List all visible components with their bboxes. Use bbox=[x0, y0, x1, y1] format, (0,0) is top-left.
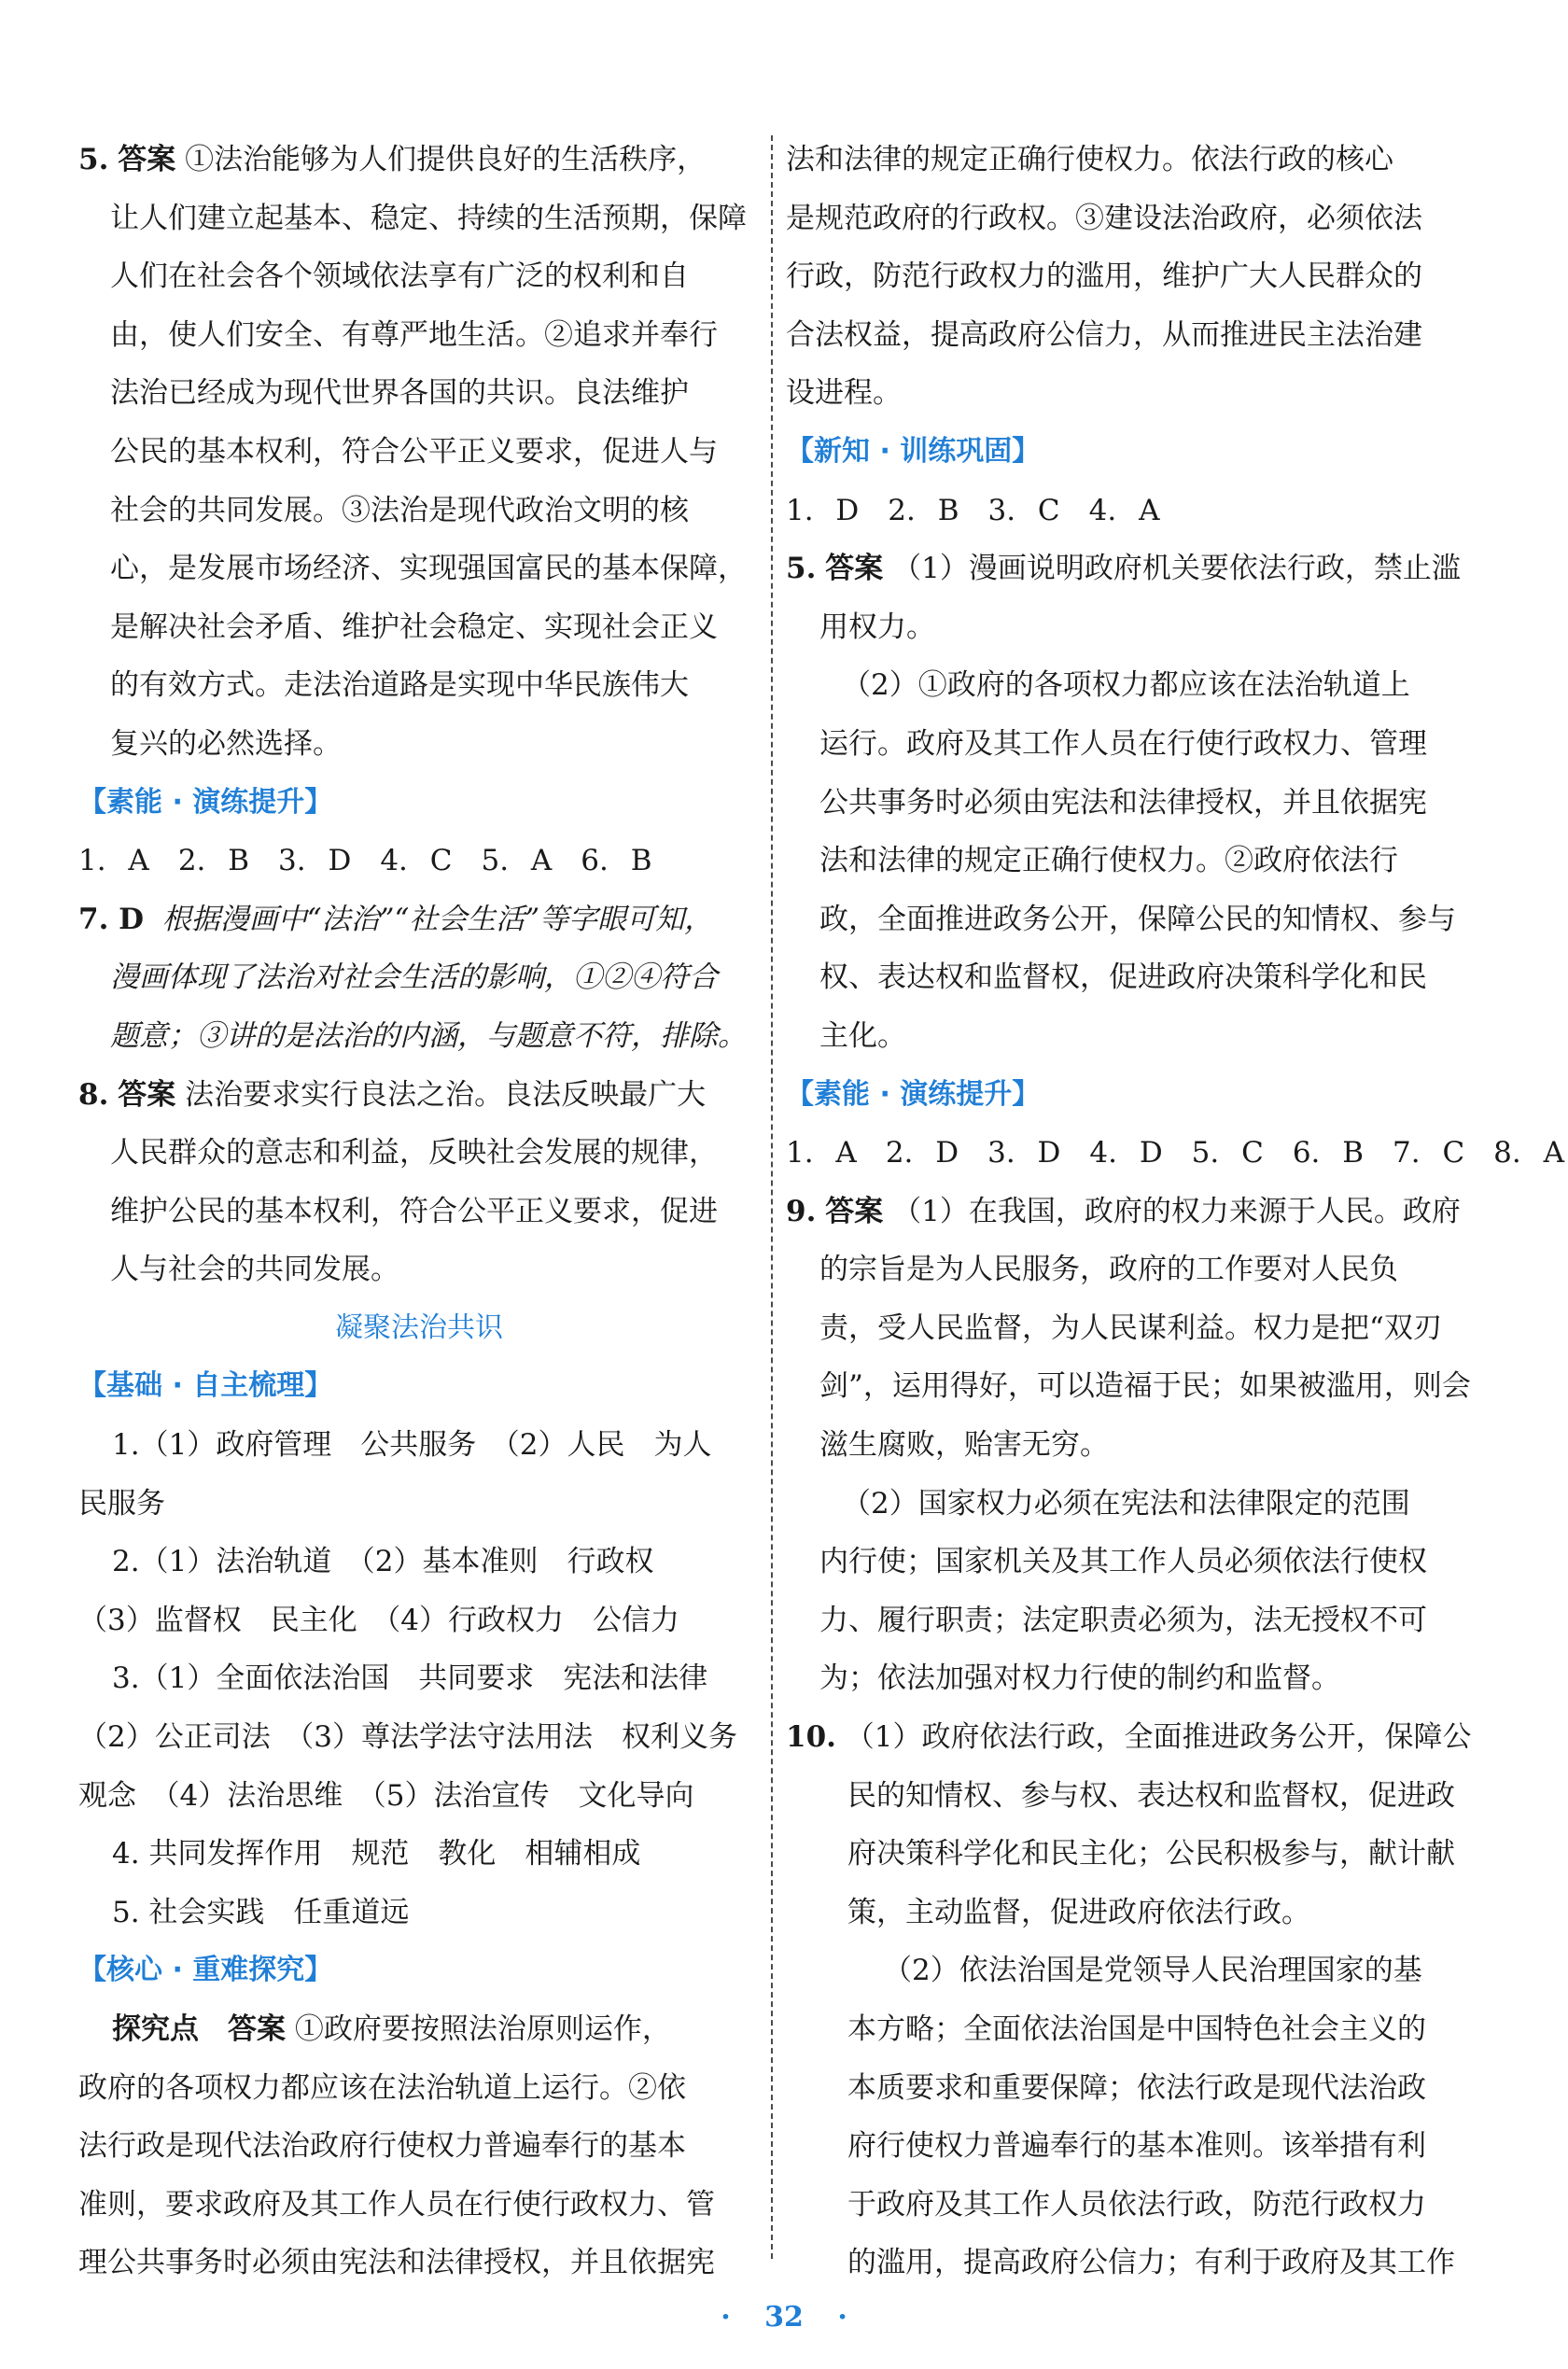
section-heading: 【基础 · 自主梳理】 bbox=[78, 1369, 333, 1403]
footer-dot-right: · bbox=[837, 2301, 847, 2334]
answer-text: 理公共事务时必须由宪法和法律授权，并且依据宪 bbox=[78, 2246, 715, 2280]
fill-answer: 2.（1）法治轨道 （2）基本准则 行政权 bbox=[112, 1545, 654, 1579]
answer-text: 力、履行职责；法定职责必须为，法无授权不可 bbox=[819, 1603, 1427, 1637]
answer-text: 运行。政府及其工作人员在行使行政权力、管理 bbox=[819, 726, 1427, 761]
answer-text: 为；依法加强对权力行使的制约和监督。 bbox=[819, 1661, 1340, 1696]
answer-text: 法和法律的规定正确行使权力。依法行政的核心 bbox=[786, 143, 1393, 176]
q5-number: 5. bbox=[786, 552, 817, 586]
answer-text: 由，使人们安全、有尊严地生活。②追求并奉行 bbox=[110, 317, 718, 352]
left-q7-line-0 bbox=[78, 890, 760, 949]
answer-label: 答案 bbox=[825, 552, 884, 586]
answer-text: 责，受人民监督，为人民谋利益。权力是把“双刃 bbox=[819, 1311, 1442, 1345]
left-q8-line-0 bbox=[78, 1066, 760, 1125]
answer-text: 法和法律的规定正确行使权力。②政府依法行 bbox=[819, 844, 1398, 878]
q10-number: 10. bbox=[786, 1720, 836, 1755]
answer-text: 本方略；全面依法治国是中国特色社会主义的 bbox=[847, 2012, 1426, 2046]
answer-text: 权、表达权和监督权，促进政府决策科学化和民 bbox=[819, 960, 1427, 995]
answer-text: 府行使权力普遍奉行的基本准则。该举措有利 bbox=[847, 2129, 1426, 2164]
section-heading: 【新知 · 训练巩固】 bbox=[786, 434, 1041, 468]
answer-text: 心，是发展市场经济、实现强国富民的基本保障， bbox=[110, 552, 747, 586]
answer-text: 政，全面推进政务公开，保障公民的知情权、参与 bbox=[819, 902, 1456, 936]
mcq-answers: 1. A 2. D 3. D 4. D 5. C 6. B 7. C 8. A bbox=[786, 1136, 1565, 1170]
page-footer bbox=[0, 2301, 1568, 2334]
section-heading: 【素能 · 演练提升】 bbox=[78, 785, 333, 819]
answer-text: 的滥用，提高政府公信力；有利于政府及其工作 bbox=[847, 2246, 1455, 2280]
answer-text: （2）国家权力必须在宪法和法律限定的范围 bbox=[842, 1486, 1410, 1521]
answer-text: 滋生腐败，贻害无穷。 bbox=[819, 1428, 1109, 1463]
answer-text: 社会的共同发展。③法治是现代政治文明的核 bbox=[110, 493, 689, 527]
section-heading: 【素能 · 演练提升】 bbox=[786, 1077, 1041, 1111]
answer-text: 公共事务时必须由宪法和法律授权，并且依据宪 bbox=[819, 785, 1427, 820]
answer-text: 根据漫画中“法治”“社会生活”等字眼可知， bbox=[161, 902, 714, 936]
answer-text: 设进程。 bbox=[786, 376, 902, 411]
answer-text: 法治已经成为现代世界各国的共识。良法维护 bbox=[110, 376, 689, 411]
answer-label: 答案 bbox=[118, 1077, 176, 1112]
left-explore-line-0 bbox=[78, 2000, 760, 2059]
fill-answer: （2）公正司法 （3）尊法学法守法用法 权利义务 bbox=[78, 1720, 737, 1755]
q9-number: 9. bbox=[786, 1194, 817, 1228]
answer-text: 准则，要求政府及其工作人员在行使行政权力、管 bbox=[78, 2187, 715, 2222]
answer-text: 的宗旨是为人民服务，政府的工作要对人民负 bbox=[819, 1253, 1398, 1287]
left-q5-line-0 bbox=[78, 131, 760, 189]
answer-text: 剑”，运用得好，可以造福于民；如果被滥用，则会 bbox=[819, 1369, 1471, 1404]
answer-text: 人们在社会各个领域依法享有广泛的权利和自 bbox=[110, 259, 689, 294]
answer-text: 复兴的必然选择。 bbox=[110, 726, 342, 761]
fill-answer: 4. 共同发挥作用 规范 教化 相辅相成 bbox=[112, 1837, 641, 1871]
explore-label: 探究点 答案 bbox=[112, 2012, 286, 2046]
answer-text: 府决策科学化和民主化；公民积极参与，献计献 bbox=[847, 1837, 1455, 1871]
fill-answer: 观念 （4）法治思维 （5）法治宣传 文化导向 bbox=[78, 1778, 694, 1813]
answer-text: 政府的各项权力都应该在法治轨道上运行。②依 bbox=[78, 2070, 686, 2105]
fill-answer: 3.（1）全面依法治国 共同要求 宪法和法律 bbox=[112, 1661, 708, 1696]
answer-text: 合法权益，提高政府公信力，从而推进民主法治建 bbox=[786, 317, 1422, 352]
q8-number: 8. bbox=[78, 1077, 109, 1112]
lesson-title: 凝聚法治共识 bbox=[335, 1311, 503, 1344]
answer-label: 答案 bbox=[825, 1194, 884, 1228]
answer-text: 是规范政府的行政权。③建设法治政府，必须依法 bbox=[786, 201, 1422, 235]
answer-text: （1）政府依法行政，全面推进政务公开，保障公 bbox=[845, 1720, 1472, 1755]
right-column bbox=[786, 131, 1565, 2292]
answer-text: 主化。 bbox=[819, 1018, 906, 1053]
answer-text: 公民的基本权利，符合公平正义要求，促进人与 bbox=[110, 434, 718, 469]
answer-text: 是解决社会矛盾、维护社会稳定、实现社会正义 bbox=[110, 610, 718, 644]
answer-label: 答案 bbox=[118, 143, 176, 176]
answer-text: 维护公民的基本权利，符合公平正义要求，促进 bbox=[110, 1194, 718, 1228]
fill-answer: （3）监督权 民主化 （4）行政权力 公信力 bbox=[78, 1603, 679, 1637]
right-q10-line-0 bbox=[786, 1708, 1472, 1767]
answer-text: 法治要求实行良法之治。良法反映最广大 bbox=[185, 1077, 707, 1112]
answer-text: ①政府要按照法治原则运作， bbox=[294, 2012, 671, 2046]
answer-text: 用权力。 bbox=[819, 610, 935, 644]
fill-answer: 1.（1）政府管理 公共服务 （2）人民 为人 bbox=[112, 1428, 712, 1463]
answer-text: 民的知情权、参与权、表达权和监督权，促进政 bbox=[847, 1778, 1455, 1813]
answer-text: ①法治能够为人们提供良好的生活秩序， bbox=[185, 143, 707, 176]
answer-text: （1）漫画说明政府机关要依法行政，禁止滥 bbox=[892, 552, 1461, 586]
right-q5-line-0 bbox=[786, 540, 1467, 598]
answer-text: 让人们建立起基本、稳定、持续的生活预期，保障 bbox=[110, 201, 747, 235]
section-heading: 【核心 · 重难探究】 bbox=[78, 1954, 333, 1987]
right-q9-line-0 bbox=[786, 1183, 1467, 1241]
fill-answer: 5. 社会实践 任重道远 bbox=[112, 1895, 410, 1929]
mcq-answers: 1. D 2. B 3. C 4. A bbox=[786, 493, 1160, 527]
q5-number: 5. bbox=[78, 143, 109, 176]
answer-text: （1）在我国，政府的权力来源于人民。政府 bbox=[892, 1194, 1461, 1228]
mcq-answers: 1. A 2. B 3. D 4. C 5. A 6. B bbox=[78, 844, 652, 878]
answer-text: 题意；③讲的是法治的内涵，与题意不符，排除。 bbox=[110, 1018, 747, 1053]
page-number: 32 bbox=[764, 2301, 804, 2334]
column-divider bbox=[771, 135, 773, 2259]
answer-text: （2）①政府的各项权力都应该在法治轨道上 bbox=[842, 668, 1410, 703]
answer-text: 漫画体现了法治对社会生活的影响，①②④符合 bbox=[110, 960, 718, 995]
q7-number: 7. D bbox=[78, 902, 145, 936]
answer-text: 本质要求和重要保障；依法行政是现代法治政 bbox=[847, 2070, 1426, 2105]
answer-text: 人民群众的意志和利益，反映社会发展的规律， bbox=[110, 1136, 718, 1170]
answer-text: 法行政是现代法治政府行使权力普遍奉行的基本 bbox=[78, 2129, 686, 2164]
footer-dot-left: · bbox=[721, 2301, 731, 2334]
answer-text: 策，主动监督，促进政府依法行政。 bbox=[847, 1895, 1310, 1929]
answer-text: 的有效方式。走法治道路是实现中华民族伟大 bbox=[110, 668, 689, 703]
answer-text: 人与社会的共同发展。 bbox=[110, 1253, 399, 1287]
fill-answer: 民服务 bbox=[78, 1486, 165, 1521]
left-column bbox=[78, 131, 760, 2292]
answer-text: 行政，防范行政权力的滥用，维护广大人民群众的 bbox=[786, 259, 1422, 294]
answer-text: 内行使；国家机关及其工作人员必须依法行使权 bbox=[819, 1545, 1427, 1579]
answer-text: 于政府及其工作人员依法行政，防范行政权力 bbox=[847, 2187, 1426, 2222]
answer-text: （2）依法治国是党领导人民治理国家的基 bbox=[883, 1954, 1422, 1988]
